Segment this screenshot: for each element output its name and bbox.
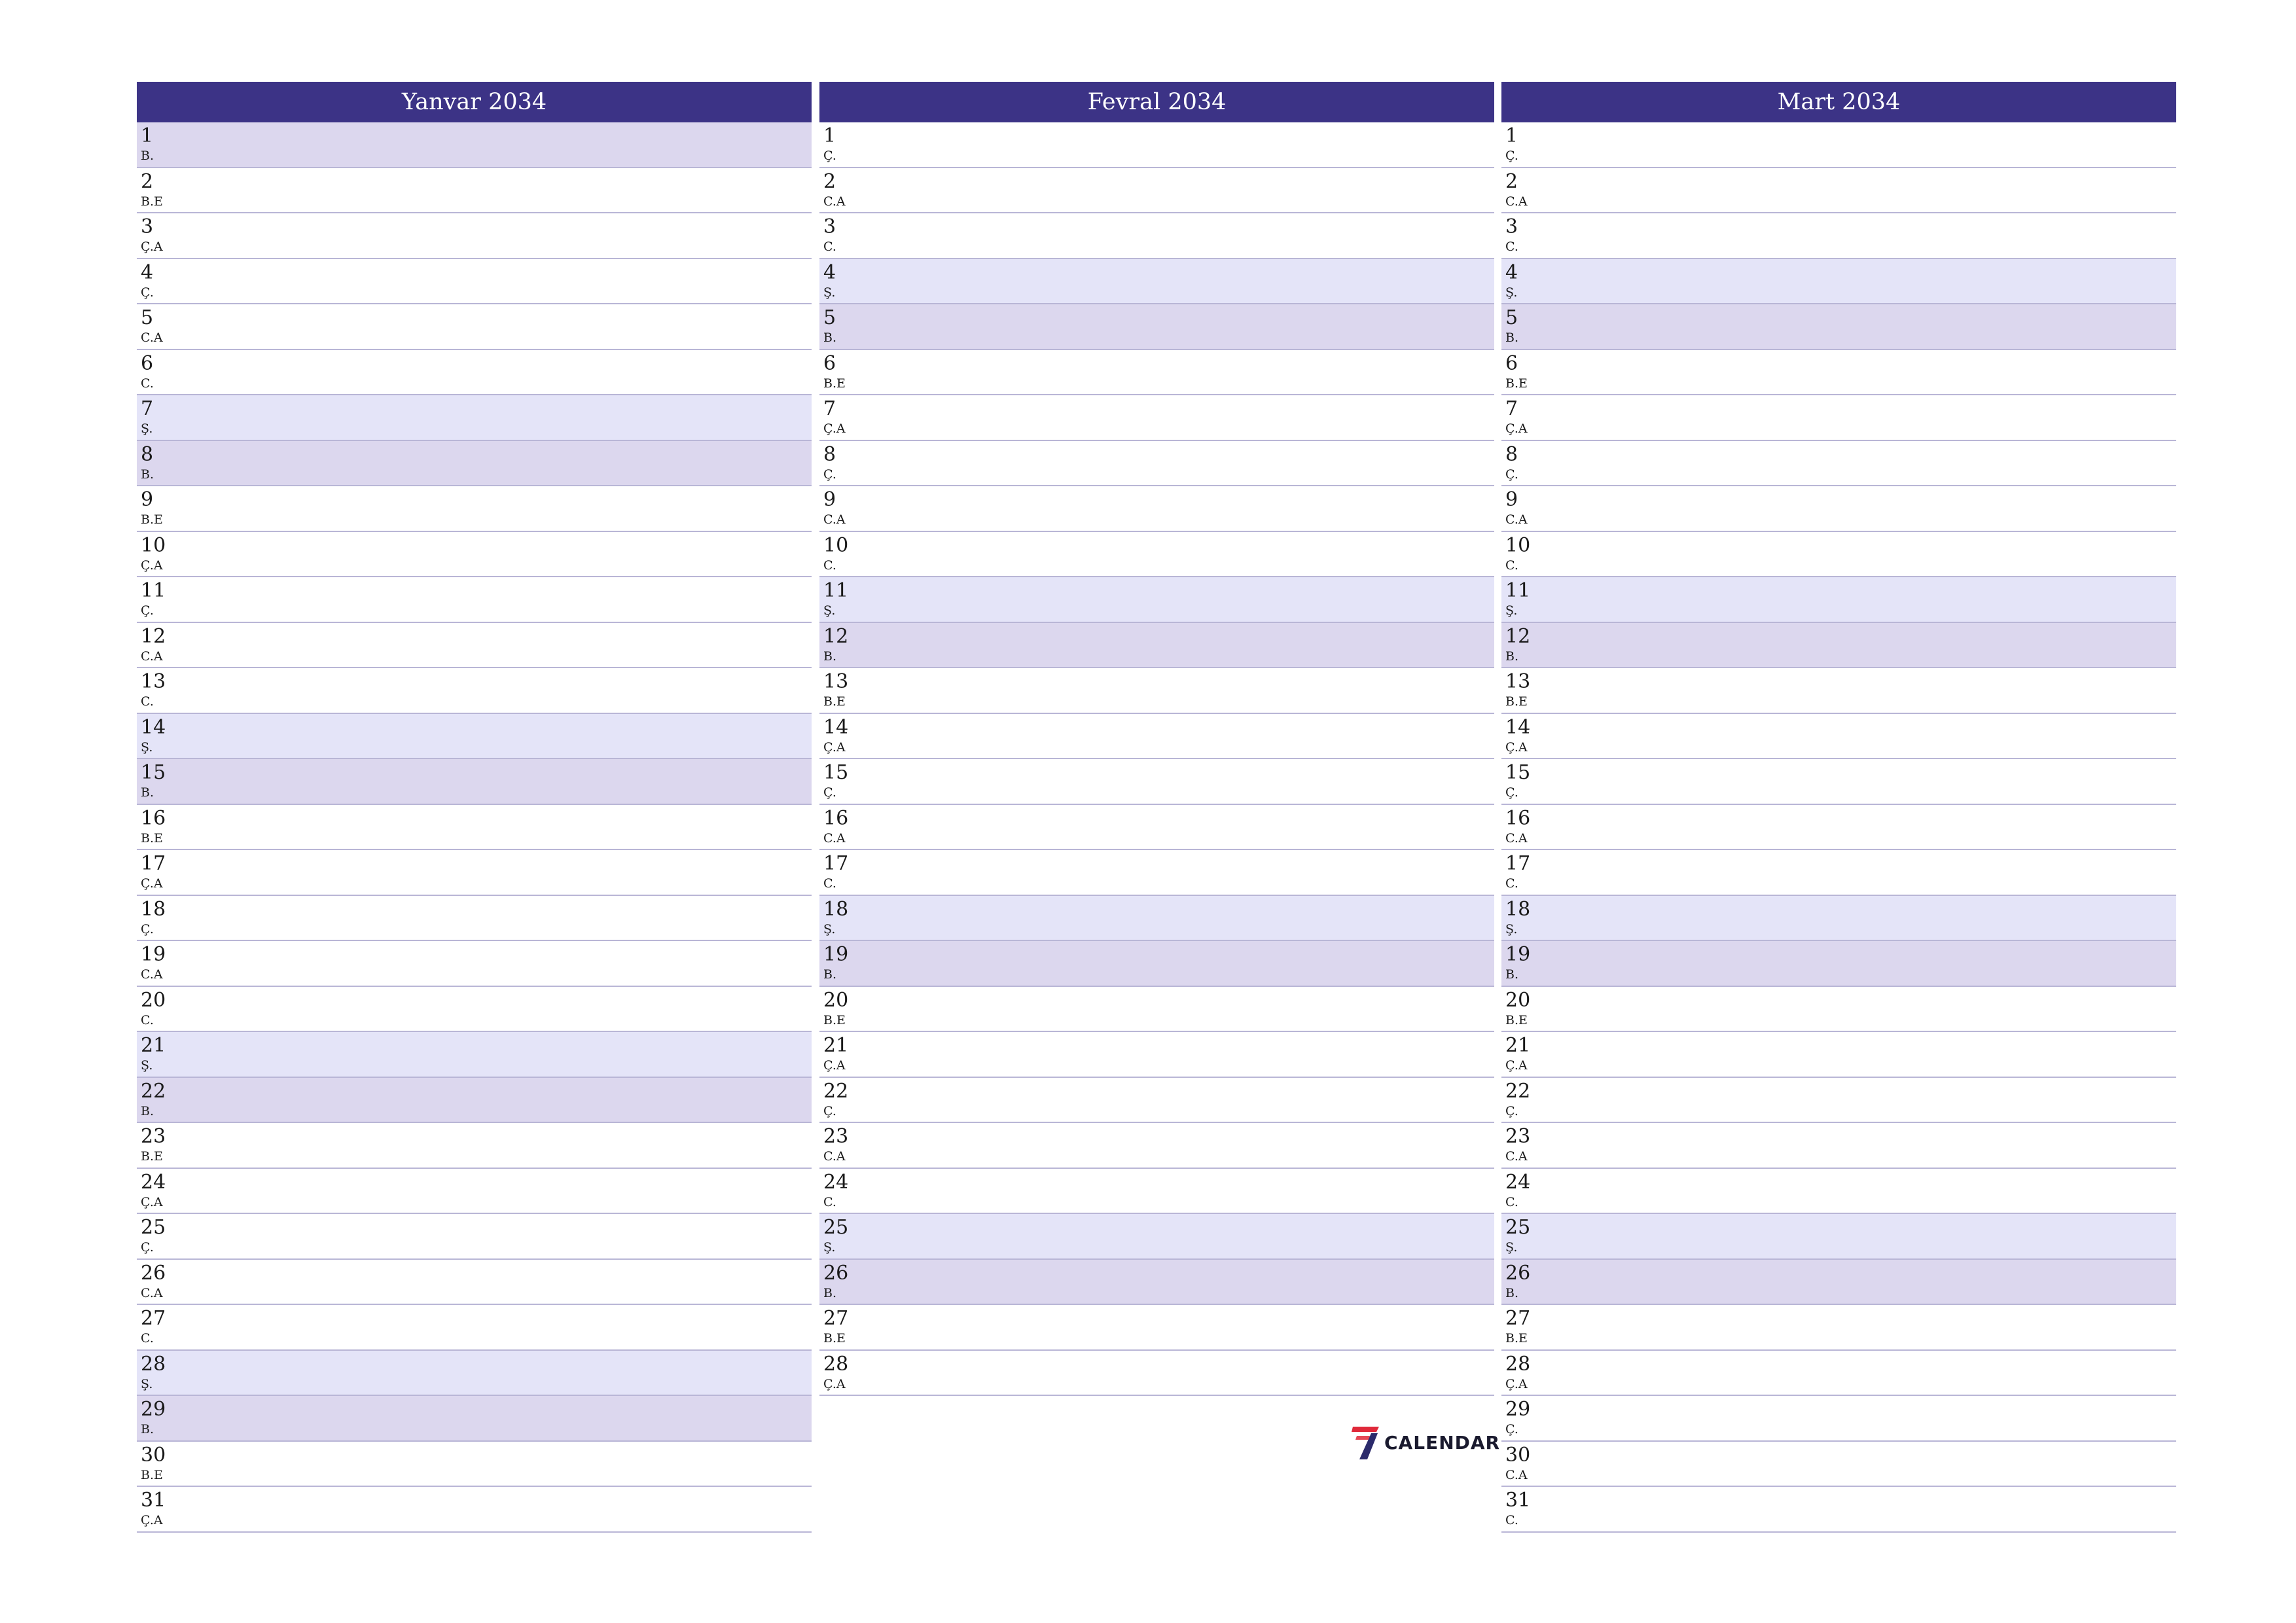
- day-number: 22: [823, 1079, 849, 1103]
- day-number: 13: [1505, 670, 1531, 693]
- day-row[interactable]: [137, 304, 812, 350]
- day-number: 23: [823, 1125, 849, 1148]
- day-row[interactable]: [137, 1032, 812, 1078]
- weekday-abbr: B.E: [141, 1149, 163, 1164]
- weekday-abbr: B.E: [1505, 1331, 1528, 1346]
- day-row[interactable]: [819, 577, 1494, 623]
- weekday-abbr: B.E: [1505, 694, 1528, 709]
- day-row[interactable]: [819, 850, 1494, 896]
- day-number: 8: [823, 442, 836, 466]
- day-row[interactable]: [1501, 1260, 2176, 1306]
- day-row[interactable]: [137, 668, 812, 714]
- day-number: 3: [823, 215, 836, 238]
- weekday-abbr: B.: [1505, 1285, 1519, 1300]
- weekday-abbr: B.: [823, 330, 837, 345]
- day-row[interactable]: [819, 259, 1494, 305]
- day-row[interactable]: [137, 1078, 812, 1124]
- month-march: [1501, 82, 2176, 1533]
- day-row[interactable]: [819, 714, 1494, 760]
- day-row[interactable]: [1501, 668, 2176, 714]
- day-row[interactable]: [1501, 1487, 2176, 1533]
- day-row[interactable]: [1501, 168, 2176, 214]
- weekday-abbr: C.A: [823, 830, 846, 846]
- day-number: 10: [141, 533, 166, 557]
- day-number: 7: [1505, 397, 1518, 420]
- weekday-abbr: Ç.A: [1505, 740, 1528, 755]
- day-row[interactable]: [1501, 577, 2176, 623]
- day-row[interactable]: [819, 350, 1494, 396]
- month-january: [137, 82, 812, 1533]
- day-row[interactable]: [1501, 896, 2176, 942]
- day-number: 31: [141, 1489, 166, 1512]
- day-number: 7: [141, 397, 154, 420]
- weekday-abbr: Ç.: [141, 285, 154, 300]
- weekday-abbr: C.: [141, 1331, 154, 1346]
- day-number: 5: [823, 306, 836, 329]
- day-number: 30: [1505, 1443, 1531, 1467]
- day-row[interactable]: [137, 1214, 812, 1260]
- day-number: 8: [1505, 442, 1518, 466]
- weekday-abbr: C.: [1505, 1194, 1518, 1209]
- weekday-abbr: Ç.: [141, 603, 154, 618]
- day-number: 13: [141, 670, 166, 693]
- day-row[interactable]: [819, 1351, 1494, 1397]
- day-number: 27: [141, 1307, 166, 1330]
- weekday-abbr: C.: [1505, 876, 1518, 891]
- weekday-abbr: Ş.: [1505, 603, 1518, 618]
- day-row[interactable]: [1501, 395, 2176, 441]
- weekday-abbr: Ç.: [1505, 1103, 1518, 1118]
- day-row[interactable]: [137, 259, 812, 305]
- day-row[interactable]: [137, 623, 812, 669]
- weekday-abbr: Ç.A: [141, 240, 163, 254]
- day-row[interactable]: [1501, 623, 2176, 669]
- day-number: 31: [1505, 1489, 1531, 1512]
- weekday-abbr: Ç.: [823, 785, 836, 800]
- day-row[interactable]: [137, 213, 812, 259]
- day-row[interactable]: [819, 122, 1494, 168]
- day-number: 28: [1505, 1352, 1531, 1376]
- day-number: 3: [1505, 215, 1518, 238]
- day-row[interactable]: [1501, 1169, 2176, 1215]
- weekday-abbr: C.: [1505, 240, 1518, 254]
- weekday-abbr: Ç.: [141, 921, 154, 936]
- day-row[interactable]: [137, 1487, 812, 1533]
- weekday-abbr: C.A: [141, 967, 163, 982]
- weekday-abbr: B.: [141, 149, 154, 163]
- weekday-abbr: Ş.: [823, 1240, 836, 1255]
- day-number: 27: [1505, 1307, 1531, 1330]
- day-number: 23: [1505, 1125, 1531, 1148]
- day-number: 23: [141, 1125, 166, 1148]
- day-row[interactable]: [819, 623, 1494, 669]
- day-row[interactable]: [137, 1351, 812, 1397]
- day-number: 9: [1505, 488, 1518, 511]
- day-row[interactable]: [137, 805, 812, 851]
- day-row[interactable]: [1501, 532, 2176, 578]
- weekday-abbr: B.: [141, 1422, 154, 1436]
- weekday-abbr: B.E: [823, 376, 846, 391]
- day-number: 6: [823, 351, 836, 375]
- day-number: 14: [141, 715, 166, 739]
- month-title: Mart 2034: [1501, 82, 2176, 122]
- day-number: 15: [1505, 761, 1531, 784]
- weekday-abbr: B.: [1505, 330, 1519, 345]
- day-number: 28: [141, 1352, 166, 1376]
- day-row[interactable]: [137, 1169, 812, 1215]
- weekday-abbr: Ç.A: [1505, 421, 1528, 436]
- day-row[interactable]: [137, 441, 812, 487]
- weekday-abbr: Ç.A: [141, 1513, 163, 1527]
- seven-calendar-logo-icon: [1350, 1424, 1380, 1461]
- day-row[interactable]: [819, 486, 1494, 532]
- day-number: 4: [141, 260, 154, 284]
- weekday-abbr: C.: [823, 558, 836, 573]
- day-number: 2: [823, 169, 836, 193]
- weekday-abbr: Ş.: [1505, 1240, 1518, 1255]
- day-number: 20: [1505, 988, 1531, 1012]
- day-number: 2: [141, 169, 154, 193]
- weekday-abbr: C.: [1505, 1513, 1518, 1527]
- weekday-abbr: B.: [141, 467, 154, 482]
- day-number: 21: [1505, 1034, 1531, 1057]
- weekday-abbr: Ç.: [141, 1240, 154, 1255]
- day-row[interactable]: [1501, 1078, 2176, 1124]
- day-number: 12: [823, 624, 849, 648]
- day-number: 5: [1505, 306, 1518, 329]
- weekday-abbr: C.A: [1505, 1467, 1528, 1482]
- weekday-abbr: Ş.: [141, 1376, 153, 1391]
- day-row[interactable]: [1501, 714, 2176, 760]
- day-row[interactable]: [1501, 304, 2176, 350]
- day-row[interactable]: [137, 122, 812, 168]
- day-row[interactable]: [137, 1260, 812, 1306]
- day-row[interactable]: [137, 532, 812, 578]
- day-row[interactable]: [137, 1442, 812, 1488]
- day-row[interactable]: [1501, 486, 2176, 532]
- day-number: 17: [1505, 852, 1531, 875]
- day-number: 4: [1505, 260, 1518, 284]
- day-number: 8: [141, 442, 154, 466]
- weekday-abbr: C.A: [141, 330, 163, 345]
- day-list: [819, 122, 1494, 1396]
- day-row[interactable]: [137, 941, 812, 987]
- day-row[interactable]: [1501, 1396, 2176, 1442]
- weekday-abbr: C.: [141, 376, 154, 391]
- day-number: 18: [823, 897, 849, 921]
- day-number: 16: [141, 806, 166, 830]
- day-row[interactable]: [137, 850, 812, 896]
- day-row[interactable]: [1501, 1123, 2176, 1169]
- day-row[interactable]: [819, 759, 1494, 805]
- day-number: 17: [823, 852, 849, 875]
- day-number: 6: [1505, 351, 1518, 375]
- day-list: [1501, 122, 2176, 1533]
- day-number: 15: [141, 761, 166, 784]
- weekday-abbr: Ç.: [823, 467, 836, 482]
- weekday-abbr: Ş.: [1505, 285, 1518, 300]
- day-row[interactable]: [819, 213, 1494, 259]
- day-number: 30: [141, 1443, 166, 1467]
- day-row[interactable]: [137, 714, 812, 760]
- weekday-abbr: Ç.: [1505, 1422, 1518, 1436]
- day-row[interactable]: [819, 1260, 1494, 1306]
- weekday-abbr: Ş.: [823, 921, 836, 936]
- day-number: 11: [141, 579, 166, 602]
- day-number: 26: [823, 1261, 849, 1285]
- weekday-abbr: C.: [823, 1194, 836, 1209]
- weekday-abbr: B.E: [141, 194, 163, 209]
- day-row[interactable]: [137, 987, 812, 1033]
- day-number: 15: [823, 761, 849, 784]
- weekday-abbr: Ç.: [1505, 467, 1518, 482]
- day-number: 1: [823, 124, 836, 147]
- weekday-abbr: B.: [823, 967, 837, 982]
- day-number: 2: [1505, 169, 1518, 193]
- day-row[interactable]: [819, 1214, 1494, 1260]
- day-number: 19: [1505, 943, 1531, 966]
- day-number: 6: [141, 351, 154, 375]
- day-number: 25: [823, 1216, 849, 1239]
- day-number: 16: [1505, 806, 1531, 830]
- day-number: 29: [1505, 1398, 1531, 1421]
- weekday-abbr: Ç.A: [823, 740, 846, 755]
- weekday-abbr: B.E: [1505, 1012, 1528, 1027]
- weekday-abbr: C.: [823, 876, 836, 891]
- weekday-abbr: Ç.A: [1505, 1058, 1528, 1073]
- weekday-abbr: B.: [141, 1103, 154, 1118]
- day-row[interactable]: [819, 987, 1494, 1033]
- month-february: [819, 82, 1494, 1396]
- weekday-abbr: B.E: [141, 830, 163, 846]
- day-number: 20: [141, 988, 166, 1012]
- day-row[interactable]: [137, 168, 812, 214]
- weekday-abbr: Ç.A: [141, 558, 163, 573]
- weekday-abbr: Ç.: [1505, 785, 1518, 800]
- weekday-abbr: C.A: [141, 649, 163, 664]
- day-number: 28: [823, 1352, 849, 1376]
- weekday-abbr: Ç.: [823, 149, 836, 163]
- day-number: 12: [1505, 624, 1531, 648]
- weekday-abbr: C.A: [823, 194, 846, 209]
- day-number: 19: [141, 943, 166, 966]
- day-row[interactable]: [819, 1032, 1494, 1078]
- day-row[interactable]: [137, 896, 812, 942]
- day-row[interactable]: [137, 1305, 812, 1351]
- weekday-abbr: Ş.: [141, 1058, 153, 1073]
- day-number: 24: [1505, 1170, 1531, 1194]
- day-row[interactable]: [1501, 1442, 2176, 1488]
- day-number: 11: [1505, 579, 1531, 602]
- day-row[interactable]: [137, 759, 812, 805]
- weekday-abbr: C.A: [1505, 512, 1528, 527]
- day-row[interactable]: [819, 1305, 1494, 1351]
- day-number: 9: [823, 488, 836, 511]
- day-row[interactable]: [137, 486, 812, 532]
- day-number: 7: [823, 397, 836, 420]
- weekday-abbr: C.: [823, 240, 836, 254]
- weekday-abbr: B.: [823, 649, 837, 664]
- weekday-abbr: B.E: [141, 512, 163, 527]
- day-number: 25: [1505, 1216, 1531, 1239]
- weekday-abbr: C.: [1505, 558, 1518, 573]
- day-number: 25: [141, 1216, 166, 1239]
- day-row[interactable]: [819, 304, 1494, 350]
- day-number: 5: [141, 306, 154, 329]
- day-number: 12: [141, 624, 166, 648]
- day-row[interactable]: [819, 805, 1494, 851]
- day-number: 1: [1505, 124, 1518, 147]
- day-row[interactable]: [1501, 441, 2176, 487]
- day-row[interactable]: [1501, 987, 2176, 1033]
- day-row[interactable]: [1501, 805, 2176, 851]
- weekday-abbr: Ş.: [1505, 921, 1518, 936]
- day-number: 22: [1505, 1079, 1531, 1103]
- day-row[interactable]: [1501, 1214, 2176, 1260]
- weekday-abbr: C.: [141, 694, 154, 709]
- weekday-abbr: B.E: [1505, 376, 1528, 391]
- brand-logo[interactable]: [1350, 1424, 1500, 1461]
- weekday-abbr: Ş.: [823, 603, 836, 618]
- day-row[interactable]: [1501, 213, 2176, 259]
- day-row[interactable]: [819, 668, 1494, 714]
- weekday-abbr: C.: [141, 1012, 154, 1027]
- weekday-abbr: Ş.: [141, 421, 153, 436]
- weekday-abbr: Ç.A: [823, 1058, 846, 1073]
- day-number: 26: [141, 1261, 166, 1285]
- day-row[interactable]: [819, 1123, 1494, 1169]
- logo-text: CALENDAR: [1384, 1431, 1501, 1454]
- day-row[interactable]: [137, 1396, 812, 1442]
- weekday-abbr: C.A: [1505, 830, 1528, 846]
- weekday-abbr: B.E: [823, 1012, 846, 1027]
- weekday-abbr: Ç.: [1505, 149, 1518, 163]
- day-row[interactable]: [137, 350, 812, 396]
- weekday-abbr: B.E: [141, 1467, 163, 1482]
- day-number: 10: [1505, 533, 1531, 557]
- weekday-abbr: B.E: [823, 1331, 846, 1346]
- day-number: 17: [141, 852, 166, 875]
- day-number: 1: [141, 124, 154, 147]
- month-title: Fevral 2034: [819, 82, 1494, 122]
- weekday-abbr: C.A: [141, 1285, 163, 1300]
- day-number: 20: [823, 988, 849, 1012]
- day-row[interactable]: [819, 941, 1494, 987]
- day-row[interactable]: [819, 168, 1494, 214]
- day-number: 21: [141, 1034, 166, 1057]
- day-number: 26: [1505, 1261, 1531, 1285]
- day-row[interactable]: [819, 532, 1494, 578]
- weekday-abbr: Ç.: [823, 1103, 836, 1118]
- day-number: 10: [823, 533, 849, 557]
- weekday-abbr: B.: [141, 785, 154, 800]
- weekday-abbr: Ş.: [823, 285, 836, 300]
- day-number: 16: [823, 806, 849, 830]
- weekday-abbr: Ç.A: [141, 1194, 163, 1209]
- month-title: Yanvar 2034: [137, 82, 812, 122]
- day-row[interactable]: [1501, 850, 2176, 896]
- day-row[interactable]: [1501, 122, 2176, 168]
- day-row[interactable]: [1501, 1305, 2176, 1351]
- day-number: 29: [141, 1398, 166, 1421]
- weekday-abbr: C.A: [823, 1149, 846, 1164]
- day-row[interactable]: [137, 1123, 812, 1169]
- day-row[interactable]: [1501, 259, 2176, 305]
- day-row[interactable]: [1501, 759, 2176, 805]
- weekday-abbr: B.: [1505, 649, 1519, 664]
- day-row[interactable]: [819, 441, 1494, 487]
- day-number: 4: [823, 260, 836, 284]
- day-number: 27: [823, 1307, 849, 1330]
- weekday-abbr: Ç.A: [141, 876, 163, 891]
- weekday-abbr: Ç.A: [823, 421, 846, 436]
- weekday-abbr: B.: [1505, 967, 1519, 982]
- day-row[interactable]: [137, 395, 812, 441]
- day-row[interactable]: [1501, 350, 2176, 396]
- day-row[interactable]: [819, 1078, 1494, 1124]
- day-number: 9: [141, 488, 154, 511]
- weekday-abbr: Ş.: [141, 740, 153, 755]
- day-row[interactable]: [1501, 941, 2176, 987]
- day-row[interactable]: [819, 896, 1494, 942]
- day-number: 21: [823, 1034, 849, 1057]
- day-row[interactable]: [819, 395, 1494, 441]
- day-number: 14: [1505, 715, 1531, 739]
- weekday-abbr: C.A: [1505, 194, 1528, 209]
- day-number: 14: [823, 715, 849, 739]
- weekday-abbr: C.A: [823, 512, 846, 527]
- day-number: 3: [141, 215, 154, 238]
- day-number: 13: [823, 670, 849, 693]
- weekday-abbr: C.A: [1505, 1149, 1528, 1164]
- day-number: 24: [141, 1170, 166, 1194]
- weekday-abbr: B.E: [823, 694, 846, 709]
- day-row[interactable]: [1501, 1032, 2176, 1078]
- weekday-abbr: Ç.A: [1505, 1376, 1528, 1391]
- day-number: 11: [823, 579, 849, 602]
- day-row[interactable]: [819, 1169, 1494, 1215]
- day-row[interactable]: [137, 577, 812, 623]
- day-list: [137, 122, 812, 1533]
- weekday-abbr: Ç.A: [823, 1376, 846, 1391]
- day-number: 22: [141, 1079, 166, 1103]
- day-number: 19: [823, 943, 849, 966]
- day-number: 18: [1505, 897, 1531, 921]
- day-number: 24: [823, 1170, 849, 1194]
- weekday-abbr: B.: [823, 1285, 837, 1300]
- day-number: 18: [141, 897, 166, 921]
- day-row[interactable]: [1501, 1351, 2176, 1397]
